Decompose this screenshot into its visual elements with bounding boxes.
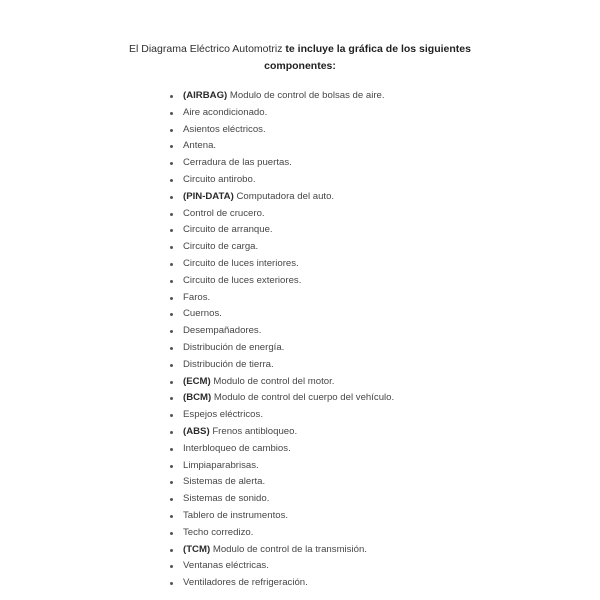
component-label: Circuito de luces exteriores. bbox=[183, 274, 302, 286]
component-label: Modulo de control del cuerpo del vehículo. bbox=[211, 392, 395, 404]
list-item bbox=[166, 88, 394, 105]
component-label: Sistemas de alerta. bbox=[183, 476, 266, 488]
component-label: Modulo de control de la transmisión. bbox=[210, 543, 367, 555]
bullet-icon bbox=[170, 95, 173, 98]
list-item bbox=[166, 458, 394, 475]
bullet-icon bbox=[170, 448, 173, 451]
bullet-icon bbox=[170, 549, 173, 552]
bullet-icon bbox=[170, 397, 173, 400]
component-label: Limpiaparabrisas. bbox=[183, 459, 259, 471]
component-label: Distribución de energía. bbox=[183, 341, 285, 353]
intro-line-1 bbox=[0, 41, 600, 58]
list-item bbox=[166, 340, 394, 357]
list-item bbox=[166, 290, 394, 307]
bullet-icon bbox=[170, 364, 173, 367]
component-label: Asientos eléctricos. bbox=[183, 123, 266, 135]
intro-plain-text: El Diagrama Eléctrico Automotriz bbox=[129, 43, 286, 55]
bullet-icon bbox=[170, 297, 173, 300]
component-label: Aire acondicionado. bbox=[183, 106, 268, 118]
bullet-icon bbox=[170, 481, 173, 484]
component-label: Circuito de carga. bbox=[183, 241, 259, 253]
component-label: Frenos antibloqueo. bbox=[209, 425, 298, 437]
bullet-icon bbox=[170, 532, 173, 535]
list-item bbox=[166, 273, 394, 290]
component-label: Faros. bbox=[183, 291, 211, 303]
component-list bbox=[166, 88, 394, 592]
bullet-icon bbox=[170, 330, 173, 333]
intro-bold-text: te incluye la gráfica de los siguientes bbox=[285, 43, 471, 55]
component-label: Computadora del auto. bbox=[233, 190, 335, 202]
component-code: (AIRBAG) bbox=[183, 90, 228, 101]
list-item bbox=[166, 306, 394, 323]
component-label: Desempañadores. bbox=[183, 325, 262, 337]
bullet-icon bbox=[170, 431, 173, 434]
list-item bbox=[166, 189, 394, 206]
component-label: Techo corredizo. bbox=[183, 526, 254, 538]
component-code: (ABS) bbox=[183, 425, 210, 437]
list-item bbox=[166, 474, 394, 491]
component-label: Control de crucero. bbox=[183, 207, 265, 219]
bullet-icon bbox=[170, 246, 173, 249]
list-item bbox=[166, 525, 394, 542]
component-label: Ventiladores de refrigeración. bbox=[183, 577, 308, 589]
list-item bbox=[166, 491, 394, 508]
component-code: (TCM) bbox=[183, 543, 211, 555]
list-item bbox=[166, 508, 394, 525]
list-item bbox=[166, 172, 394, 189]
list-item bbox=[166, 542, 394, 559]
component-label: Tablero de instrumentos. bbox=[183, 509, 289, 521]
intro-paragraph bbox=[0, 41, 600, 75]
list-item bbox=[166, 222, 394, 239]
list-item bbox=[166, 424, 394, 441]
list-item bbox=[166, 575, 394, 592]
bullet-icon bbox=[170, 229, 173, 232]
list-item bbox=[166, 105, 394, 122]
list-item bbox=[166, 407, 394, 424]
bullet-icon bbox=[170, 498, 173, 501]
list-item bbox=[166, 155, 394, 172]
bullet-icon bbox=[170, 145, 173, 148]
bullet-icon bbox=[170, 129, 173, 132]
component-code: (PIN-DATA) bbox=[183, 190, 234, 202]
list-item bbox=[166, 323, 394, 340]
list-item bbox=[166, 122, 394, 139]
bullet-icon bbox=[170, 280, 173, 283]
component-label: Circuito antirobo. bbox=[183, 173, 256, 185]
bullet-icon bbox=[170, 565, 173, 568]
list-item bbox=[166, 374, 394, 391]
component-label: Espejos eléctricos. bbox=[183, 409, 263, 421]
list-item bbox=[166, 441, 394, 458]
component-label: Distribución de tierra. bbox=[183, 358, 274, 370]
component-label: Antena. bbox=[183, 140, 217, 152]
bullet-icon bbox=[170, 179, 173, 182]
component-label: Modulo de control de bolsas de aire. bbox=[227, 90, 385, 101]
bullet-icon bbox=[170, 196, 173, 199]
bullet-icon bbox=[170, 414, 173, 417]
bullet-icon bbox=[170, 465, 173, 468]
component-label: Sistemas de sonido. bbox=[183, 493, 270, 505]
bullet-icon bbox=[170, 263, 173, 266]
list-item bbox=[166, 256, 394, 273]
bullet-icon bbox=[170, 381, 173, 384]
component-code: (BCM) bbox=[183, 392, 212, 404]
list-item bbox=[166, 138, 394, 155]
component-label: Interbloqueo de cambios. bbox=[183, 442, 291, 454]
component-label: Ventanas eléctricas. bbox=[183, 560, 269, 572]
component-label: Cuernos. bbox=[183, 308, 222, 320]
bullet-icon bbox=[170, 162, 173, 165]
component-label: Circuito de luces interiores. bbox=[183, 257, 299, 269]
intro-line-2: componentes: bbox=[264, 60, 336, 72]
list-item bbox=[166, 558, 394, 575]
bullet-icon bbox=[170, 582, 173, 585]
component-code: (ECM) bbox=[183, 375, 211, 387]
list-item bbox=[166, 206, 394, 223]
bullet-icon bbox=[170, 213, 173, 216]
component-label: Modulo de control del motor. bbox=[210, 375, 335, 387]
component-label: Circuito de arranque. bbox=[183, 224, 273, 236]
list-item bbox=[166, 390, 394, 407]
component-label: Cerradura de las puertas. bbox=[183, 157, 292, 169]
bullet-icon bbox=[170, 112, 173, 115]
bullet-icon bbox=[170, 515, 173, 518]
list-item bbox=[166, 357, 394, 374]
list-item bbox=[166, 239, 394, 256]
bullet-icon bbox=[170, 347, 173, 350]
bullet-icon bbox=[170, 313, 173, 316]
